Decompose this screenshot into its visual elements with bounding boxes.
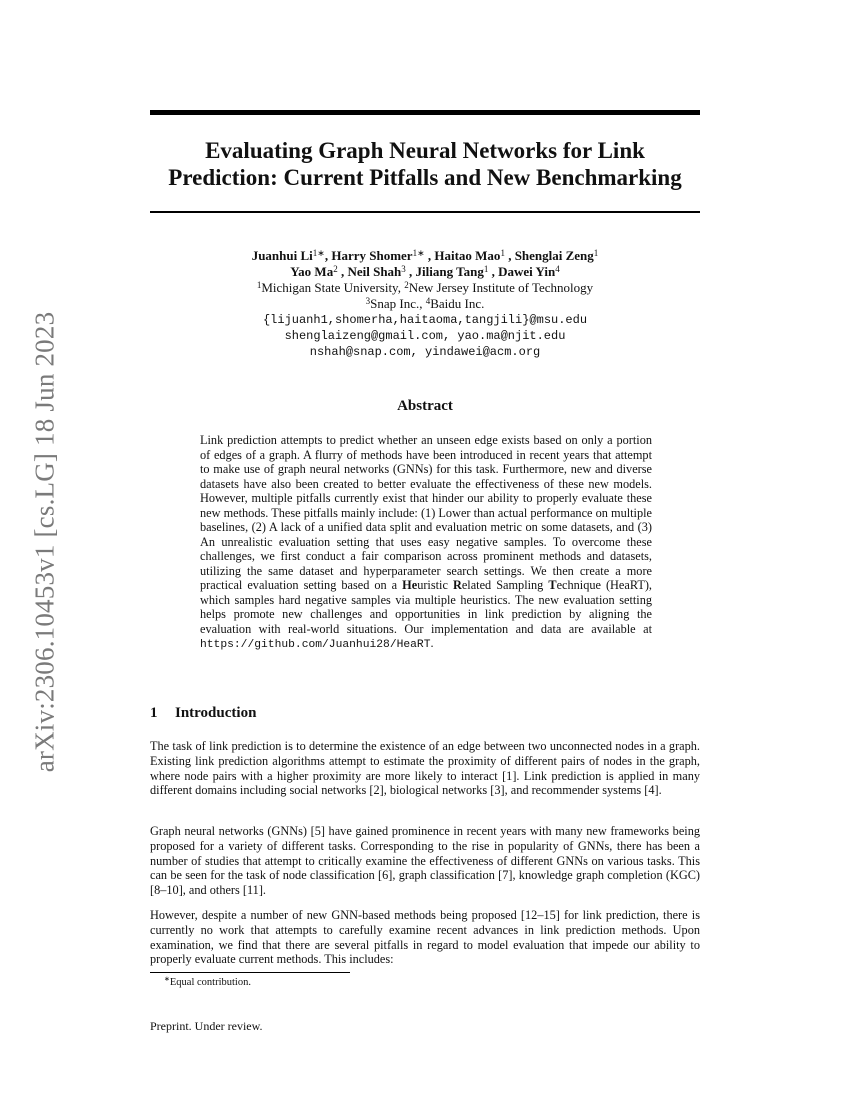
author-name: Dawei Yin xyxy=(498,264,556,279)
title-bottom-rule xyxy=(150,211,700,213)
author-mark: 3 xyxy=(401,264,406,274)
email-line-3: nshah@snap.com, yindawei@acm.org xyxy=(309,345,541,359)
author-mark: 1∗ xyxy=(312,248,325,258)
author-line-1: Juanhui $Li^{1∗}$, Harry Shomer$^{1∗}$ , Haitao Mao$^1$ , Shenglai Zeng$^1$ xyxy=(251,248,599,263)
author-name: Jiliang Tang xyxy=(415,264,484,279)
paper-title xyxy=(150,137,700,191)
author-mark: 1 xyxy=(483,264,489,274)
section-title: Introduction xyxy=(175,705,257,721)
author-name: Harry Shomer xyxy=(331,248,413,263)
email-line-2: shenglaizeng@gmail.com, yao.ma@njit.edu xyxy=(284,329,566,343)
author-mark: 1 xyxy=(593,248,599,258)
author-name: Yao Ma xyxy=(290,264,334,279)
author-mark: 2 xyxy=(333,264,338,274)
arxiv-identifier: arXiv:2306.10453v1 [cs.LG] 18 Jun 2023 xyxy=(29,311,60,773)
section-number: 1 xyxy=(150,705,158,721)
author-name: Neil Shah xyxy=(347,264,402,279)
affiliation-line-2: $^3$Snap Inc., $^4$Baidu Inc. xyxy=(365,296,485,311)
title-line-1: Evaluating Graph Neural Networks for Link xyxy=(205,138,645,163)
repository-link[interactable]: https://github.com/Juanhui28/HeaRT xyxy=(200,639,431,651)
author-mark: 4 xyxy=(555,264,560,274)
author-line-2: Yao Ma$^2$ , Neil Shah$^3$ , Jiliang Tang$^1$ , Dawei Yin$^4$ xyxy=(290,264,560,279)
footnote-rule xyxy=(150,972,350,973)
author-mark: 1 xyxy=(500,248,505,258)
title-top-rule xyxy=(150,110,700,115)
footnote: ∗Equal contribution. xyxy=(164,975,251,988)
affiliation-line-1: $^1$Michigan State University, $^2$New Jersey Institute of Technology xyxy=(256,280,594,295)
intro-paragraph-2: Graph neural networks (GNNs) [5] have gained prominence in recent years with many new frameworks being proposed for a variety of different tasks. Corresponding to the rise in popularity of GNNs, there has been a number of studies that attempt to critically examine the effectiveness of different GNNs on various tasks. This can be seen for the task of node classification [6], graph classification [7], knowledge graph completion (KGC) [8–10], and others [11]. xyxy=(150,824,700,898)
author-name: Juanhui Li xyxy=(251,248,313,263)
preprint-notice: Preprint. Under review. xyxy=(150,1019,263,1033)
author-name: Haitao Mao xyxy=(434,248,501,263)
intro-paragraph-1: The task of link prediction is to determine the existence of an edge between two unconnected nodes in a graph. Existing link prediction algorithms attempt to estimate the proximity of different pairs of nodes in the graph, where node pairs with a higher proximity are more likely to interact [1]. Link prediction is applied in many different domains including social networks [2], biological networks [3], and recommender systems [4]. xyxy=(150,739,700,798)
abstract-text: Link prediction attempts to predict whether an unseen edge exists based on only a portion of edges of a graph. A flurry of methods have been introduced in recent years that attempt to make use of graph neural networks (GNNs) for this task. Furthermore, new and diverse datasets have also been created to better evaluate the effectiveness of these new models. However, multiple pitfalls currently exist that hinder our ability to properly evaluate these new methods. These pitfalls mainly include: (1) Lower than actual performance on multiple baselines, (2) A lack of a unified data split and evaluation metric on some datasets, and (3) An unrealistic evaluation setting that uses easy negative samples. To overcome these challenges, we first conduct a fair comparison across prominent methods and datasets, utilizing the same dataset and hyperparameter search settings. We then create a more practical evaluation setting based on a Heuristic Related Sampling Technique (HeaRT), which samples hard negative samples via multiple heuristics. The new evaluation setting helps promote new challenges and opportunities in link prediction by aligning the evaluation with real-world situations. Our implementation and data are available at https://github.com/Juanhui28/HeaRT. xyxy=(200,433,652,651)
title-line-2: Prediction: Current Pitfalls and New Benchmarking xyxy=(168,165,682,190)
author-name: Shenglai Zeng xyxy=(514,248,594,263)
section-heading-introduction xyxy=(150,705,256,722)
author-block xyxy=(150,248,700,360)
author-mark: 1∗ xyxy=(412,248,425,258)
email-line-1: {lijuanh1,shomerha,haitaoma,tangjili}@msu.edu xyxy=(262,313,588,327)
abstract-heading: Abstract xyxy=(397,398,453,414)
intro-paragraph-3: However, despite a number of new GNN-based methods being proposed [12–15] for link prediction, there is currently no work that attempts to carefully examine recent advances in link prediction methods. Upon examination, we find that there are several pitfalls in regard to model evaluation that impede our ability to properly evaluate current methods. This includes: xyxy=(150,908,700,967)
